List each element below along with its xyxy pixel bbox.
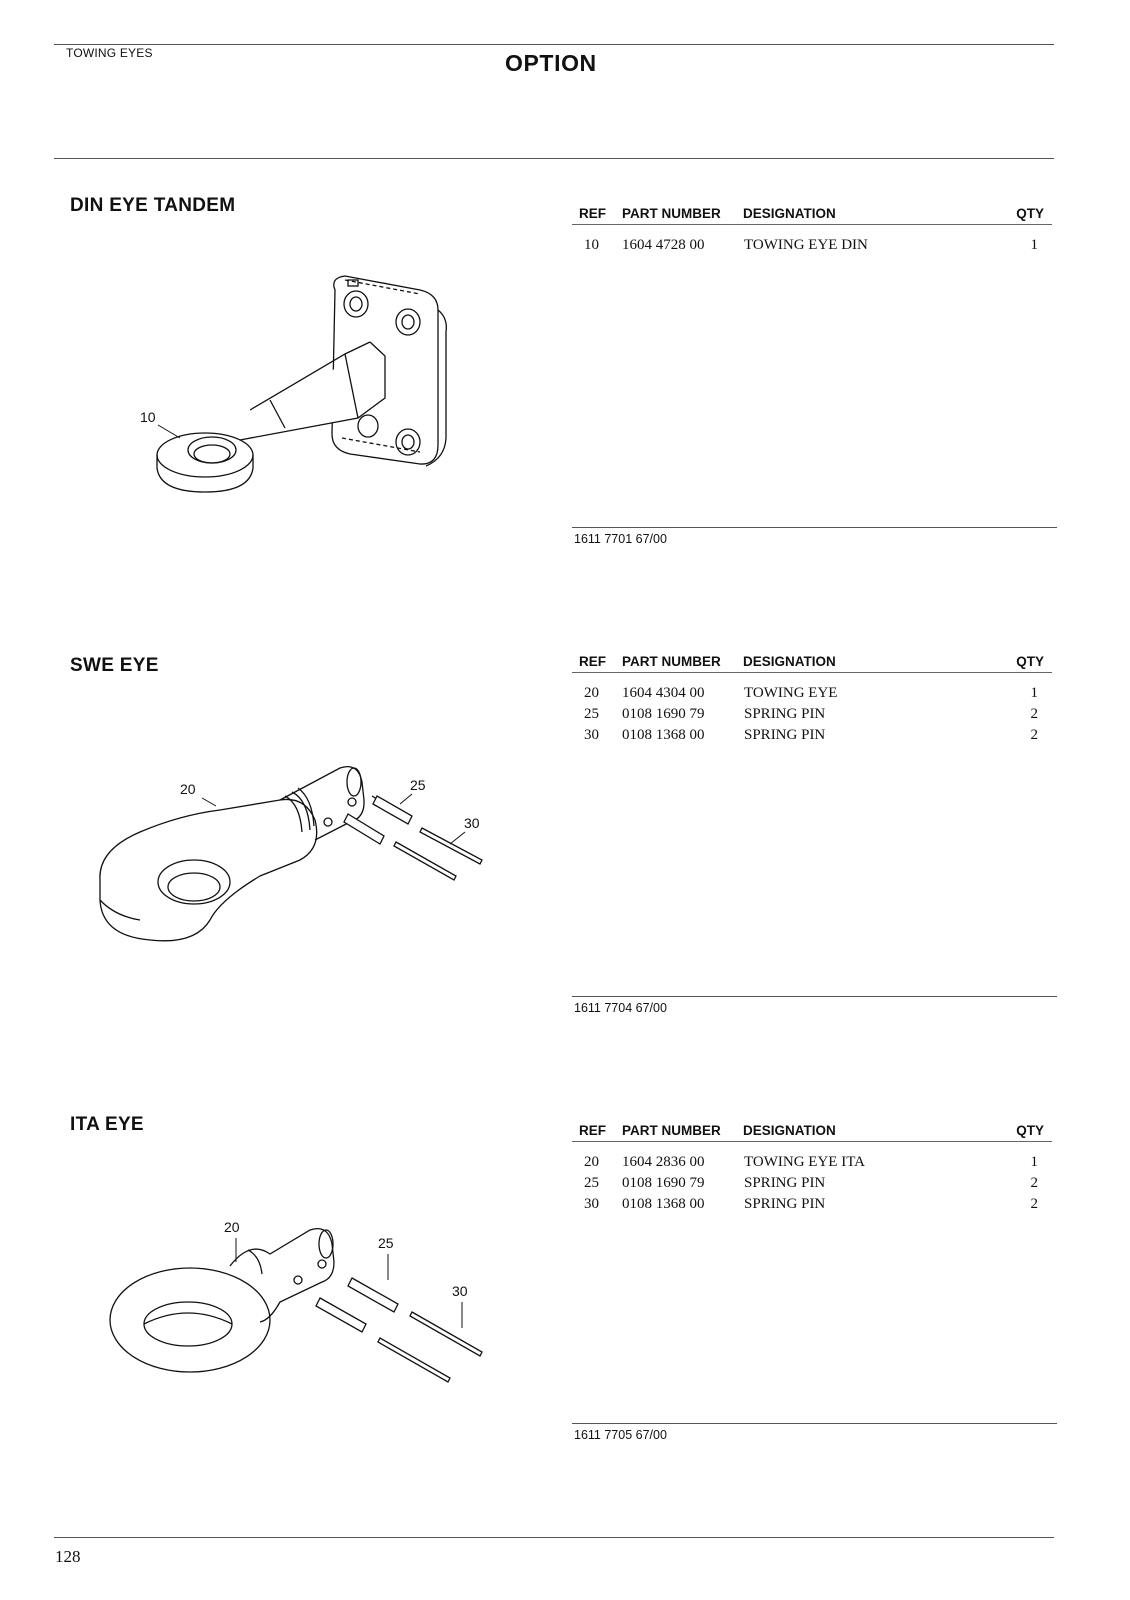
header-designation: DESIGNATION [743, 206, 836, 221]
row-part-number: 0108 1690 79 [622, 706, 705, 722]
drawing-code: 1611 7705 67/00 [574, 1428, 667, 1442]
ita-eye-illustration [100, 1210, 500, 1400]
row-designation: SPRING PIN [744, 706, 826, 722]
table-row [572, 685, 1052, 706]
row-part-number: 1604 4728 00 [622, 237, 705, 253]
row-ref: 30 [584, 1196, 599, 1212]
din-eye-tandem-illustration [120, 270, 460, 520]
header-ref: REF [579, 1123, 606, 1138]
row-designation: TOWING EYE DIN [744, 237, 868, 253]
section-title-din-eye-tandem: DIN EYE TANDEM [70, 195, 236, 216]
row-designation: TOWING EYE [744, 685, 838, 701]
header-ref: REF [579, 654, 606, 669]
row-qty: 2 [1030, 706, 1038, 722]
parts-table-ita-eye [572, 1121, 1052, 1217]
header-qty: QTY [1016, 654, 1044, 669]
row-part-number: 1604 4304 00 [622, 685, 705, 701]
row-ref: 20 [584, 685, 599, 701]
header-bottom-rule [54, 158, 1054, 159]
header-part-number: PART NUMBER [622, 1123, 721, 1138]
parts-table-din-eye-tandem [572, 204, 1052, 258]
row-ref: 10 [584, 237, 599, 253]
top-rule [54, 44, 1054, 45]
section-rule [572, 996, 1057, 997]
row-qty: 2 [1030, 727, 1038, 743]
row-designation: SPRING PIN [744, 727, 826, 743]
header-qty: QTY [1016, 1123, 1044, 1138]
table-row [572, 706, 1052, 727]
table-row [572, 1175, 1052, 1196]
row-qty: 1 [1030, 685, 1038, 701]
header-ref: REF [579, 206, 606, 221]
table-header [572, 652, 1052, 673]
header-part-number: PART NUMBER [622, 206, 721, 221]
row-part-number: 0108 1368 00 [622, 1196, 705, 1212]
row-part-number: 0108 1368 00 [622, 727, 705, 743]
table-row [572, 237, 1052, 258]
swe-eye-illustration [90, 760, 510, 950]
footer-rule [54, 1537, 1054, 1538]
row-qty: 2 [1030, 1196, 1038, 1212]
header-part-number: PART NUMBER [622, 654, 721, 669]
callout-25: 25 [410, 777, 426, 793]
header-designation: DESIGNATION [743, 1123, 836, 1138]
drawing-code: 1611 7701 67/00 [574, 532, 667, 546]
row-part-number: 0108 1690 79 [622, 1175, 705, 1191]
section-title-swe-eye: SWE EYE [70, 655, 159, 676]
table-row [572, 1196, 1052, 1217]
row-ref: 25 [584, 1175, 599, 1191]
row-qty: 1 [1030, 1154, 1038, 1170]
table-header [572, 1121, 1052, 1142]
section-rule [572, 1423, 1057, 1424]
parts-table-swe-eye [572, 652, 1052, 748]
table-row [572, 1154, 1052, 1175]
row-ref: 20 [584, 1154, 599, 1170]
section-title-ita-eye: ITA EYE [70, 1114, 144, 1135]
table-row [572, 727, 1052, 748]
row-qty: 2 [1030, 1175, 1038, 1191]
page-number: 128 [55, 1547, 81, 1566]
row-designation: SPRING PIN [744, 1175, 826, 1191]
drawing-code: 1611 7704 67/00 [574, 1001, 667, 1015]
section-rule [572, 527, 1057, 528]
row-designation: TOWING EYE ITA [744, 1154, 865, 1170]
row-ref: 30 [584, 727, 599, 743]
callout-20: 20 [180, 781, 196, 797]
row-designation: SPRING PIN [744, 1196, 826, 1212]
callout-25: 25 [378, 1235, 394, 1251]
table-header [572, 204, 1052, 225]
section-label: TOWING EYES [66, 46, 153, 60]
callout-30: 30 [464, 815, 480, 831]
callout-30: 30 [452, 1283, 468, 1299]
header-qty: QTY [1016, 206, 1044, 221]
page-title: OPTION [505, 50, 597, 76]
row-part-number: 1604 2836 00 [622, 1154, 705, 1170]
row-ref: 25 [584, 706, 599, 722]
header-designation: DESIGNATION [743, 654, 836, 669]
callout-20: 20 [224, 1219, 240, 1235]
row-qty: 1 [1030, 237, 1038, 253]
callout-10: 10 [140, 409, 156, 425]
